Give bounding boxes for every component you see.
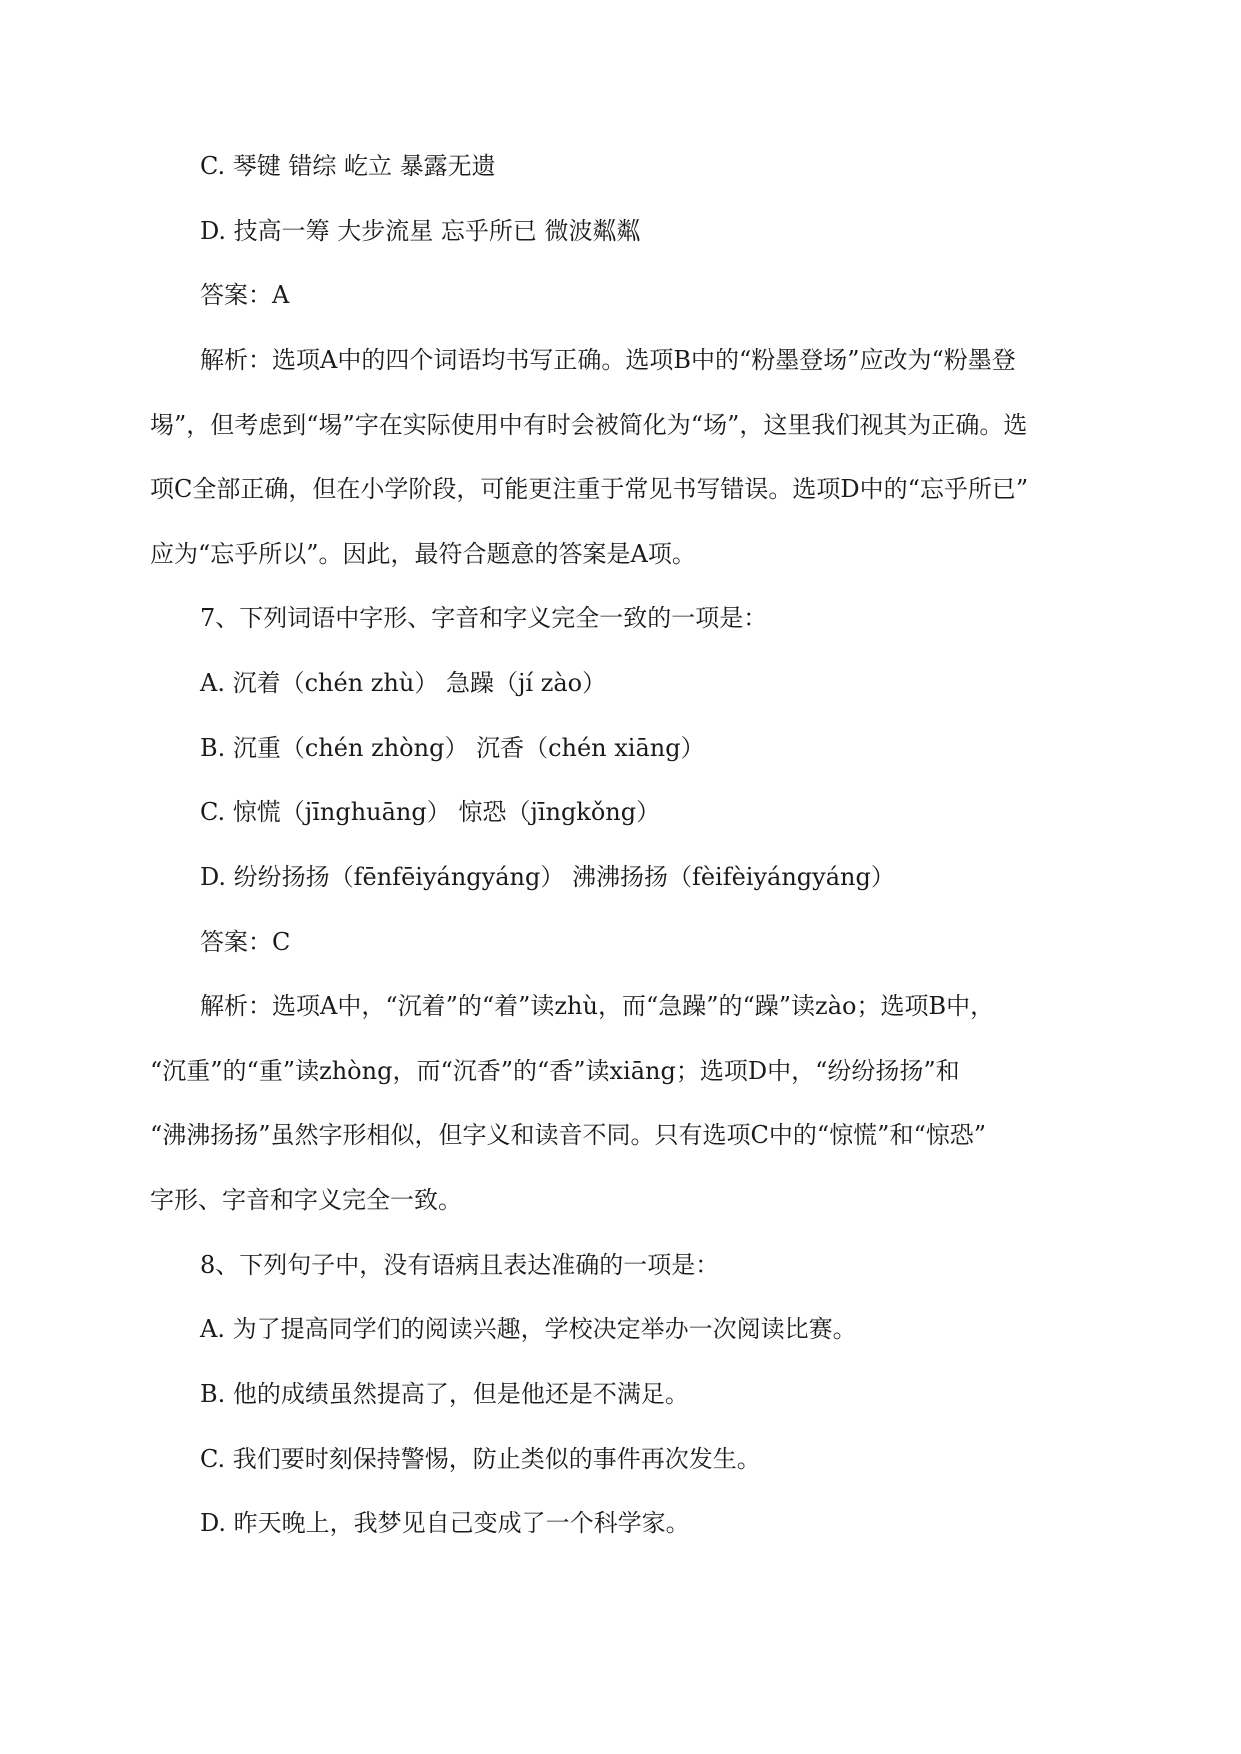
q7-analysis-line-4: 字形、字音和字义完全一致。 bbox=[150, 1186, 462, 1214]
q7-analysis-line-1: 解析：选项A中，“沉着”的“着”读zhù，而“急躁”的“躁”读zào；选项B中， bbox=[200, 992, 995, 1020]
q8-stem: 8、下列句子中，没有语病且表达准确的一项是： bbox=[200, 1251, 720, 1279]
q8-option-c: C. 我们要时刻保持警惕，防止类似的事件再次发生。 bbox=[200, 1445, 761, 1473]
q7-option-b: B. 沉重（chén zhòng） 沉香（chén xiāng） bbox=[200, 734, 705, 762]
q6-analysis-line-2: 埸”，但考虑到“埸”字在实际使用中有时会被简化为“场”，这里我们视其为正确。选 bbox=[150, 411, 1028, 439]
q6-analysis-line-1: 解析：选项A中的四个词语均书写正确。选项B中的“粉墨登场”应改为“粉墨登 bbox=[200, 346, 1016, 374]
q6-analysis-line-4: 应为“忘乎所以”。因此，最符合题意的答案是A项。 bbox=[150, 540, 696, 568]
q6-analysis-line-3: 项C全部正确，但在小学阶段，可能更注重于常见书写错误。选项D中的“忘乎所已” bbox=[150, 475, 1029, 503]
q7-option-d: D. 纷纷扬扬（fēnfēiyángyáng） 沸沸扬扬（fèifèiyángyáng） bbox=[200, 863, 895, 891]
q8-option-b: B. 他的成绩虽然提高了，但是他还是不满足。 bbox=[200, 1380, 689, 1408]
q7-stem: 7、下列词语中字形、字音和字义完全一致的一项是： bbox=[200, 604, 768, 632]
q7-option-c: C. 惊慌（jīnghuāng） 惊恐（jīngkǒng） bbox=[200, 798, 661, 826]
q7-answer: 答案：C bbox=[200, 928, 291, 956]
q7-analysis-line-2: “沉重”的“重”读zhòng，而“沉香”的“香”读xiāng；选项D中，“纷纷扬扬”和 bbox=[150, 1057, 960, 1085]
q8-option-d: D. 昨天晚上，我梦见自己变成了一个科学家。 bbox=[200, 1509, 690, 1537]
q6-option-c: C. 琴键 错综 屹立 暴露无遗 bbox=[200, 152, 496, 180]
q6-option-d: D. 技高一筹 大步流星 忘乎所已 微波粼粼 bbox=[200, 217, 641, 245]
q6-answer: 答案：A bbox=[200, 281, 290, 309]
q7-analysis-line-3: “沸沸扬扬”虽然字形相似，但字义和读音不同。只有选项C中的“惊慌”和“惊恐” bbox=[150, 1121, 986, 1149]
q8-option-a: A. 为了提高同学们的阅读兴趣，学校决定举办一次阅读比赛。 bbox=[200, 1315, 857, 1343]
q7-option-a: A. 沉着（chén zhù） 急躁（jí zào） bbox=[200, 669, 607, 697]
